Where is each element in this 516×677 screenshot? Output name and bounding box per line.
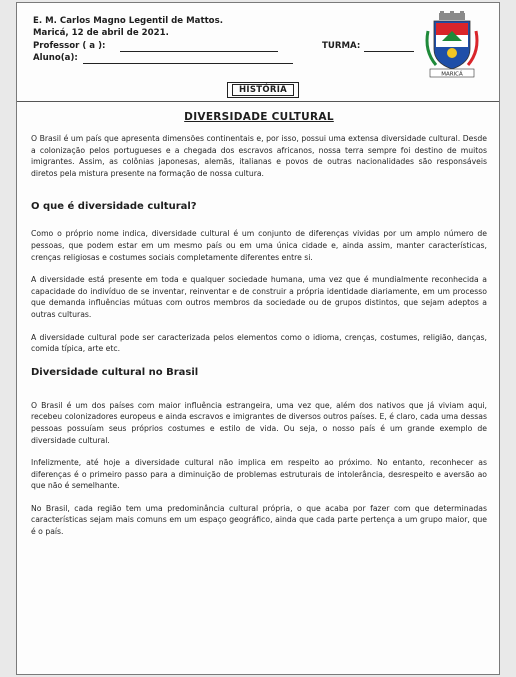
document-body	[31, 111, 487, 538]
section1-heading: O que é diversidade cultural?	[31, 201, 197, 213]
header-divider	[17, 101, 499, 102]
student-name-field[interactable]	[83, 63, 293, 64]
class-field[interactable]	[364, 51, 414, 52]
student-label: Aluno(a):	[33, 53, 78, 63]
teacher-name-field[interactable]	[120, 51, 278, 52]
section2-paragraph-1: O Brasil é um dos países com maior influência estrangeira, uma vez que, além dos nativos que já viviam aqui, recebeu colonizadores europeus e ainda escravos e imigrantes de diversos outros países. E, é claro, cada uma dessas pessoas possuíam seus próprios costumes e estilo de vida. Ou seja, o nosso país é um grande exemplo de diversidade cultural.	[31, 400, 487, 445]
teacher-label: Professor ( a ):	[33, 41, 106, 51]
section1-paragraph-3: A diversidade cultural pode ser caracterizada pelos elementos como o idioma, crenças, costumes, religião, danças, comida típica, arte etc.	[31, 332, 487, 354]
subject-label: HISTÓRIA	[232, 84, 294, 96]
section2-paragraph-2: Infelizmente, até hoje a diversidade cultural não implica em respeito ao próximo. No entanto, reconhecer as diferenças é o primeiro passo para a diminuição de problemas estruturais de intolerância, desrespeito e aversão ao que não é semelhante.	[31, 458, 487, 491]
document-title: DIVERSIDADE CULTURAL	[184, 111, 334, 123]
date-line: Maricá, 12 de abril de 2021.	[33, 28, 169, 38]
crest-banner-text: MARICÁ	[441, 71, 463, 78]
section2-heading: Diversidade cultural no Brasil	[31, 366, 199, 378]
section1-paragraph-2: A diversidade está presente em toda e qualquer sociedade humana, uma vez que é mundialmente reconhecida a capacidade do indivíduo de se inventar, reinventar e de construir a própria identidade diariamente, em um processo que demanda influências mútuas com outros membros da sociedade ou de grupos distintos, que sejam adeptos a outras culturas.	[31, 275, 487, 319]
section1-paragraph-1: Como o próprio nome indica, diversidade cultural é um conjunto de diferenças vividas por um amplo número de pessoas, que podem estar em um mesmo país ou em uma única cidade e, ainda assim, manter características, crenças religiosas e costumes sociais completamente diferentes entre si.	[31, 229, 487, 262]
worksheet-header	[17, 3, 499, 101]
class-label: TURMA:	[322, 41, 361, 51]
worksheet-page	[16, 2, 500, 675]
school-name: E. M. Carlos Magno Legentil de Mattos.	[33, 16, 223, 26]
subject-box	[227, 82, 299, 98]
coat-of-arms-icon	[422, 11, 482, 81]
intro-paragraph: O Brasil é um país que apresenta dimensões continentais e, por isso, possui uma extensa diversidade cultural. Desde a colonização pelos portugueses e a chegada dos escravos africanos, nossa terra sempre foi destino de muitos imigrantes. Assim, as colônias japonesas, alemãs, italianas e povos de outras nacionalidades são responsáveis diretos pela mistura presente na formação de nossa cultura.	[31, 134, 487, 178]
section2-paragraph-3: No Brasil, cada região tem uma predominância cultural própria, o que acaba por fazer com que determinadas características sejam mais comuns em um espaço geográfico, ainda que cada parte pertença a um grupo maior, que é o país.	[31, 503, 487, 537]
